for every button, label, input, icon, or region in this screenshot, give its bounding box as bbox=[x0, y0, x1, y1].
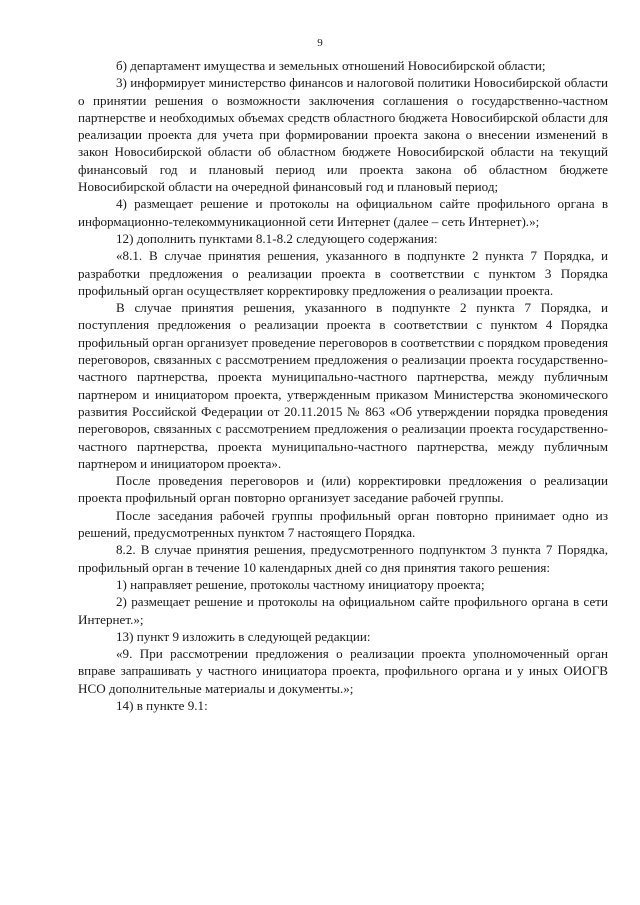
paragraph: 12) дополнить пунктами 8.1-8.2 следующего содержания: bbox=[116, 230, 438, 246]
paragraph: 3) информирует министерство финансов и налоговой политики Новосибирской области о принятии решения о возможности заключения соглашения о государственно-частном партнерстве и необходимых объемах средств областного бюджета Новосибирской области для реализации проекта для учета при формировании проекта закона о внесении изменений в закон Новосибирской области об областном бюджете Новосибирской области на текущий финансовый год и плановый период или проекта закона об областном бюджете Новосибирской области на очередной финансовый год и плановый период; bbox=[78, 75, 608, 195]
paragraph: 14) в пункте 9.1: bbox=[116, 697, 208, 713]
paragraph: 13) пункт 9 изложить в следующей редакции: bbox=[116, 628, 371, 644]
paragraph: «9. При рассмотрении предложения о реализации проекта уполномоченный орган вправе запрашивать у частного инициатора проекта, профильного органа и у иных ОИОГВ НСО дополнительные материалы и документы.»; bbox=[78, 646, 608, 696]
paragraph: В случае принятия решения, указанного в подпункте 2 пункта 7 Порядка, и поступления предложения о реализации проекта в соответствии с пунктом 4 Порядка профильный орган организует проведение переговоров в соответствии с порядком проведения переговоров, связанных с рассмотрением предложения о реализации проекта государственно-частного партнерства, проекта муниципально-частного партнерства, между публичным партнером и инициатором проекта, утвержденным приказом Министерства экономического развития Российской Федерации от 20.11.2015 № 863 «Об утверждении порядка проведения переговоров, связанных с рассмотрением предложения о реализации проекта государственно-частного партнерства, проекта муниципально-частного партнерства, между публичным партнером и инициатором проекта». bbox=[78, 300, 608, 471]
paragraph: После заседания рабочей группы профильный орган повторно принимает одно из решений, предусмотренных пунктом 7 настоящего Порядка. bbox=[78, 507, 608, 541]
paragraph: 8.2. В случае принятия решения, предусмотренного подпунктом 3 пункта 7 Порядка, профильный орган в течение 10 календарных дней со дня принятия такого решения: bbox=[78, 542, 608, 575]
paragraph: «8.1. В случае принятия решения, указанного в подпункте 2 пункта 7 Порядка, и разработки предложения о реализации проекта в соответствии с пунктом 3 Порядка профильный орган осуществляет корректировку предложения о реализации проекта. bbox=[78, 248, 608, 298]
document-body bbox=[78, 57, 608, 714]
paragraph: 4) размещает решение и протоколы на официальном сайте профильного органа в информационно-телекоммуникационной сети Интернет (далее – сеть Интернет).»; bbox=[78, 196, 608, 229]
paragraph: б) департамент имущества и земельных отношений Новосибирской области; bbox=[116, 58, 546, 73]
page-number: 9 bbox=[317, 37, 323, 49]
paragraph: 2) размещает решение и протоколы на официальном сайте профильного органа в сети Интернет.»; bbox=[78, 594, 608, 627]
paragraph: После проведения переговоров и (или) корректировки предложения о реализации проекта профильный орган повторно организует заседание рабочей группы. bbox=[78, 473, 608, 506]
paragraph: 1) направляет решение, протоколы частному инициатору проекта; bbox=[116, 576, 485, 592]
